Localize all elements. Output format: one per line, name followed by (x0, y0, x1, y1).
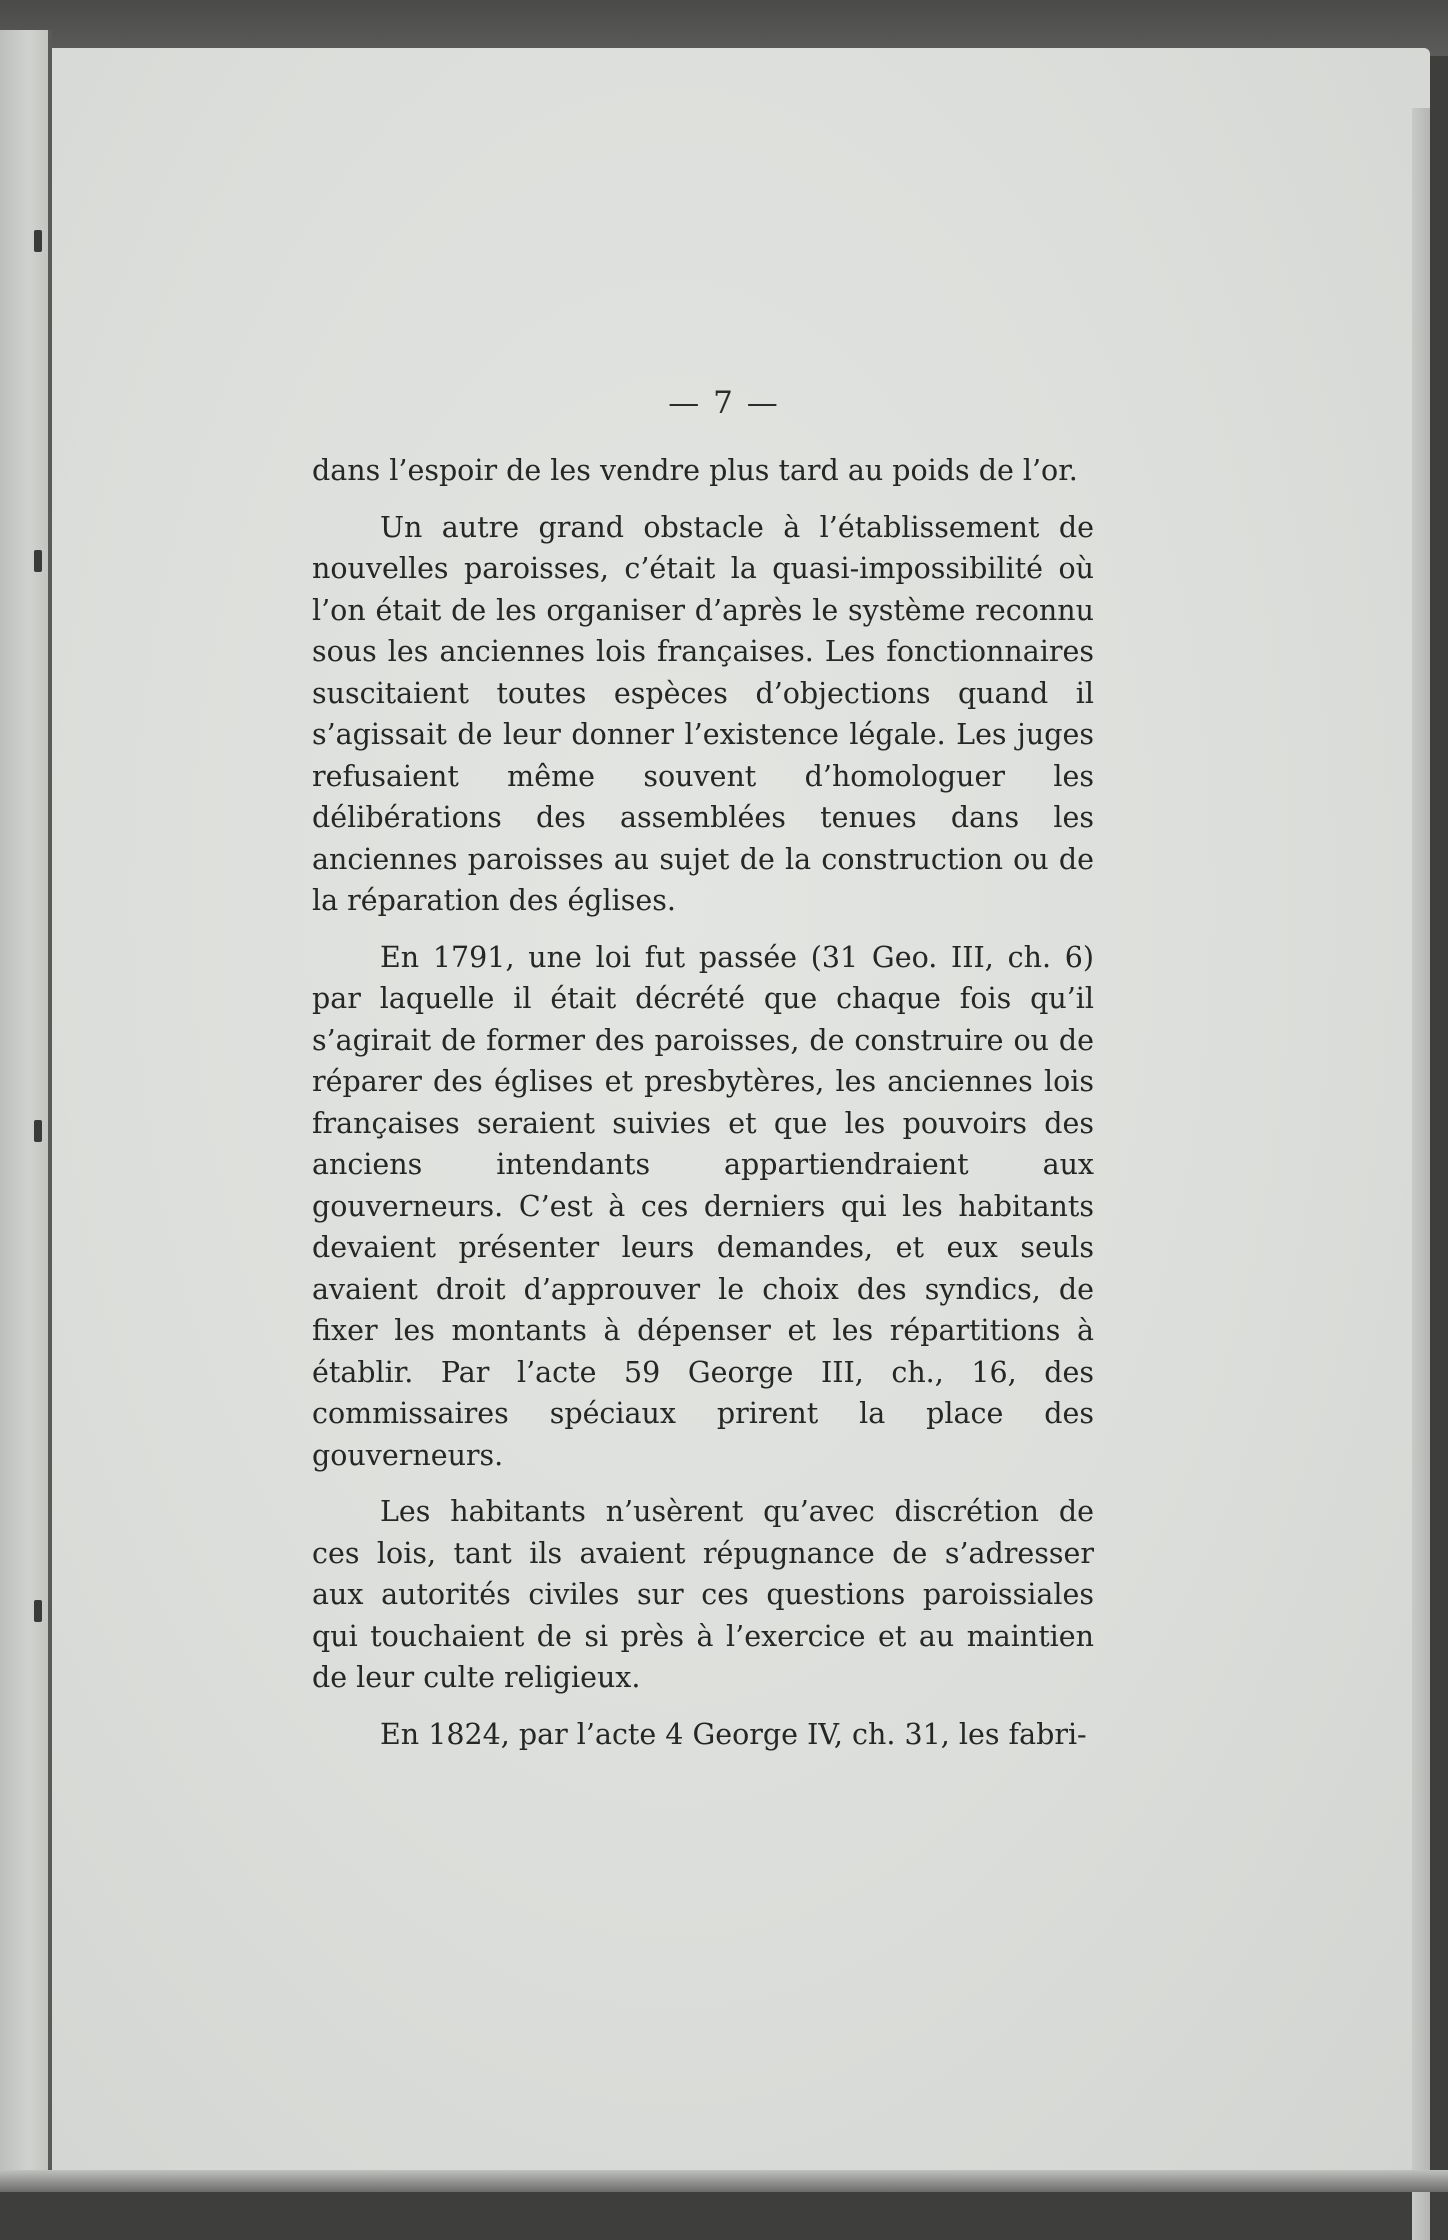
page-right-edge (1412, 108, 1430, 2240)
binding-mark (34, 550, 42, 572)
paragraph: En 1824, par l’acte 4 George IV, ch. 31, les fabri- (380, 1717, 1087, 1751)
paragraph: Un autre grand obstacle à l’établissement de nouvelles paroisses, c’était la quasi-impossibilité où l’on était de les organiser d’après le système reconnu sous les anciennes lois françaises. Les fonctionnaires suscitaient toutes espèces d’objections quand il s’agissait de leur donner l’existence légale. Les juges refusaient même souvent d’homologuer les délibérations des assemblées tenues dans les anciennes paroisses au sujet de la construction ou de la réparation des églises. (312, 510, 1094, 917)
paragraph: En 1791, une loi fut passée (31 Geo. III, ch. 6) par laquelle il était décrété que chaque fois qu’il s’agirait de former des paroisses, de construire ou de réparer des églises et presbytères, les anciennes lois françaises seraient suivies et que les pouvoirs des anciens intendants appartiendraient aux gouverneurs. C’est à ces derniers qui les habitants devaient présenter leurs demandes, et eux seuls avaient droit d’approuver le choix des syndics, de fixer les montants à dépenser et les répartitions à établir. Par l’acte 59 George III, ch., 16, des commissaires spéciaux prirent la place des gouverneurs. (312, 940, 1094, 1472)
paragraph-continuation: dans l’espoir de les vendre plus tard au poids de l’or. (312, 454, 1078, 487)
paragraph: Les habitants n’usèrent qu’avec discrétion de ces lois, tant ils avaient répugnance de s’adresser aux autorités civiles sur ces questions paroissiales qui touchaient de si près à l’exercice et au maintien de leur culte religieux. (312, 1495, 1094, 1694)
page-bottom-edge (0, 2170, 1448, 2192)
body-text (312, 450, 1094, 1755)
binding-mark (34, 230, 42, 252)
binding-mark (34, 1600, 42, 1622)
binding-mark (34, 1120, 42, 1142)
page-number: — 7 — (668, 385, 780, 421)
previous-page-edge (0, 30, 52, 2192)
